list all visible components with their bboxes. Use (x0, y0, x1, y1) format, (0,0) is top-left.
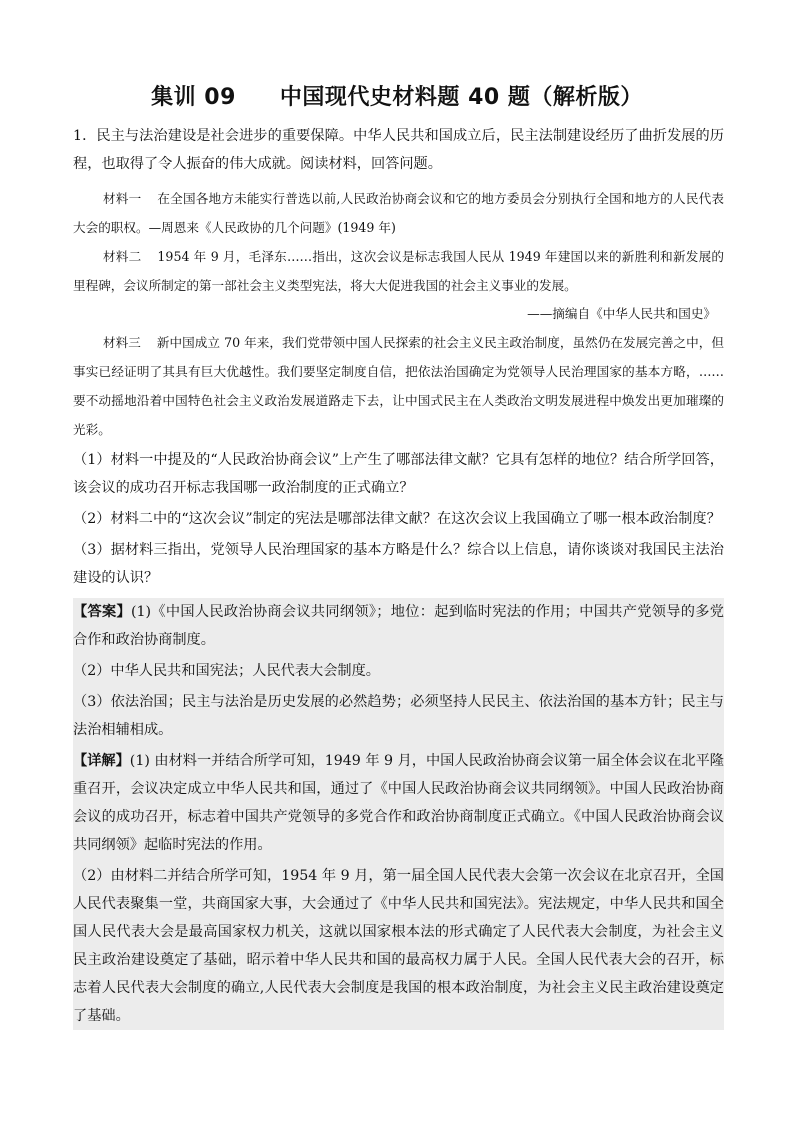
material-text: 新中国成立 70 年来，我们党带领中国人民探索的社会主义民主政治制度，虽然仍在发展完善之中，但事实已经证明了其具有巨大优越性。我们要坚定制度自信，把依法治国确定为党领导人民治理国家的基本方略，……要不动摇地沿着中国特色社会主义政治发展道路走下去，让中国式民主在人类政治文明发展进程中焕发出更加璀璨的光彩。 (73, 335, 724, 437)
material-label: 材料三 (103, 335, 141, 350)
material-text: 1954 年 9 月，毛泽东……指出，这次会议是标志我国人民从 1949 年建国以来的新胜利和新发展的里程碑，会议所制定的第一部社会主义类型宪法，将大大促进我国的社会主义事业的发展。 (73, 249, 724, 293)
answer-section (73, 598, 724, 1030)
title-set-number: 集训 09 (151, 85, 236, 110)
detail-1 (73, 747, 724, 859)
material-label: 材料一 (103, 191, 142, 206)
detail-text: (1) 由材料一并结合所学可知，1949 年 9 月，中国人民政治协商会议第一届全体会议在北平隆重召开，会议决定成立中华人民共和国，通过了《中国人民政治协商会议共同纲领》。中国人民政治协商会议的成功召开，标志着中国共产党领导的多党合作和政治协商制度正式确立。《中国人民政治协商会议共同纲领》起临时宪法的作用。 (73, 753, 724, 853)
sub-question-1: （1）材料一中提及的“人民政治协商会议”上产生了哪部法律文献？它具有怎样的地位？结合所学回答，该会议的成功召开标志我国哪一政治制度的正式确立？ (73, 452, 724, 496)
answer-1 (73, 598, 724, 654)
sub-question-2: （2）材料二中的“这次会议”制定的宪法是哪部法律文献？在这次会议上我国确立了哪一根本政治制度？ (73, 511, 721, 527)
material-label: 材料二 (103, 249, 142, 264)
answer-3: （3）依法治国；民主与法治是历史发展的必然趋势；必须坚持人民民主、依法治国的基本方针；民主与法治相辅相成。 (73, 694, 724, 738)
title-subject: 中国现代史材料题 40 题（解析版） (279, 85, 643, 110)
question-intro: 1．民主与法治建设是社会进步的重要保障。中华人民共和国成立后，民主法制建设经历了曲折发展的历程，也取得了令人振奋的伟大成就。阅读材料，回答问题。 (73, 128, 724, 172)
answer-tag: 【答案】 (73, 604, 131, 620)
content (73, 122, 724, 1030)
material-text: 在全国各地方未能实行普选以前,人民政治协商会议和它的地方委员会分别执行全国和地方的人民代表大会的职权。—周恩来《人民政协的几个问题》(1949 年) (73, 191, 725, 235)
material-source: ——摘编自《中华人民共和国史》 (527, 306, 716, 321)
answer-2: （2）中华人民共和国宪法；人民代表大会制度。 (73, 663, 380, 679)
sub-question-3: （3）据材料三指出，党领导人民治理国家的基本方略是什么？综合以上信息，请你谈谈对我国民主法治建设的认识？ (73, 542, 724, 586)
page-title (0, 80, 794, 111)
material-3 (73, 328, 724, 444)
material-2 (73, 242, 724, 300)
material-1 (73, 184, 724, 242)
answer-text: (1)《中国人民政治协商会议共同纲领》；地位：起到临时宪法的作用；中国共产党领导的多党合作和政治协商制度。 (73, 604, 724, 648)
detail-tag: 【详解】 (73, 753, 130, 769)
detail-2: （2）由材料二并结合所学可知，1954 年 9 月，第一届全国人民代表大会第一次会议在北京召开，全国人民代表聚集一堂，共商国家大事，大会通过了《中华人民共和国宪法》。宪法规定，中华人民共和国全国人民代表大会是最高国家权力机关，这就以国家根本法的形式确定了人民代表大会制度，为社会主义民主政治建设奠定了基础，昭示着中华人民共和国的最高权力属于人民。全国人民代表大会的召开，标志着人民代表大会制度的确立,人民代表大会制度是我国的根本政治制度，为社会主义民主政治建设奠定了基础。 (73, 868, 724, 1024)
